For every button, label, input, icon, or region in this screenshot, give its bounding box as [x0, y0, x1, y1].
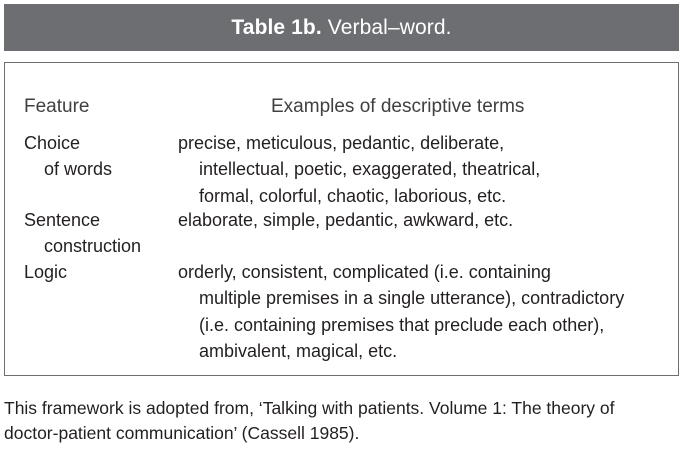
- footnote-line: doctor-patient communication’ (Cassell 1985).: [4, 423, 360, 443]
- table-title: Verbal–word.: [327, 15, 452, 39]
- feature-line: Choice: [24, 133, 81, 153]
- example-line: precise, meticulous, pedantic, deliberate,: [178, 133, 505, 153]
- examples-cell: [178, 207, 673, 233]
- feature-line: Logic: [24, 262, 68, 282]
- table-title-bar: [4, 4, 679, 51]
- feature-line: of words: [44, 159, 113, 180]
- header-feature: Feature: [24, 96, 90, 117]
- examples-cell: [178, 130, 673, 209]
- table-number: Table 1b.: [231, 15, 322, 39]
- table-header-row: [5, 96, 678, 120]
- example-line: multiple premises in a single utterance), contradictory: [199, 288, 625, 309]
- example-line: elaborate, simple, pedantic, awkward, etc.: [178, 210, 514, 230]
- feature-cell: [24, 207, 174, 260]
- example-line: (i.e. containing premises that preclude each other),: [199, 314, 605, 335]
- feature-cell: [24, 130, 174, 183]
- example-line: orderly, consistent, complicated (i.e. containing: [178, 262, 551, 282]
- feature-cell: [24, 259, 174, 285]
- example-line: ambivalent, magical, etc.: [199, 340, 398, 361]
- feature-line: construction: [44, 236, 142, 257]
- table: [4, 62, 679, 376]
- feature-line: Sentence: [24, 210, 101, 230]
- table-footnote: [4, 396, 615, 446]
- example-line: intellectual, poetic, exaggerated, theatrical,: [199, 159, 541, 180]
- header-examples: Examples of descriptive terms: [271, 96, 525, 117]
- example-line: formal, colorful, chaotic, laborious, etc.: [199, 185, 507, 206]
- footnote-line: This framework is adopted from, ‘Talking with patients. Volume 1: The theory of: [4, 398, 615, 418]
- examples-cell: [178, 259, 673, 364]
